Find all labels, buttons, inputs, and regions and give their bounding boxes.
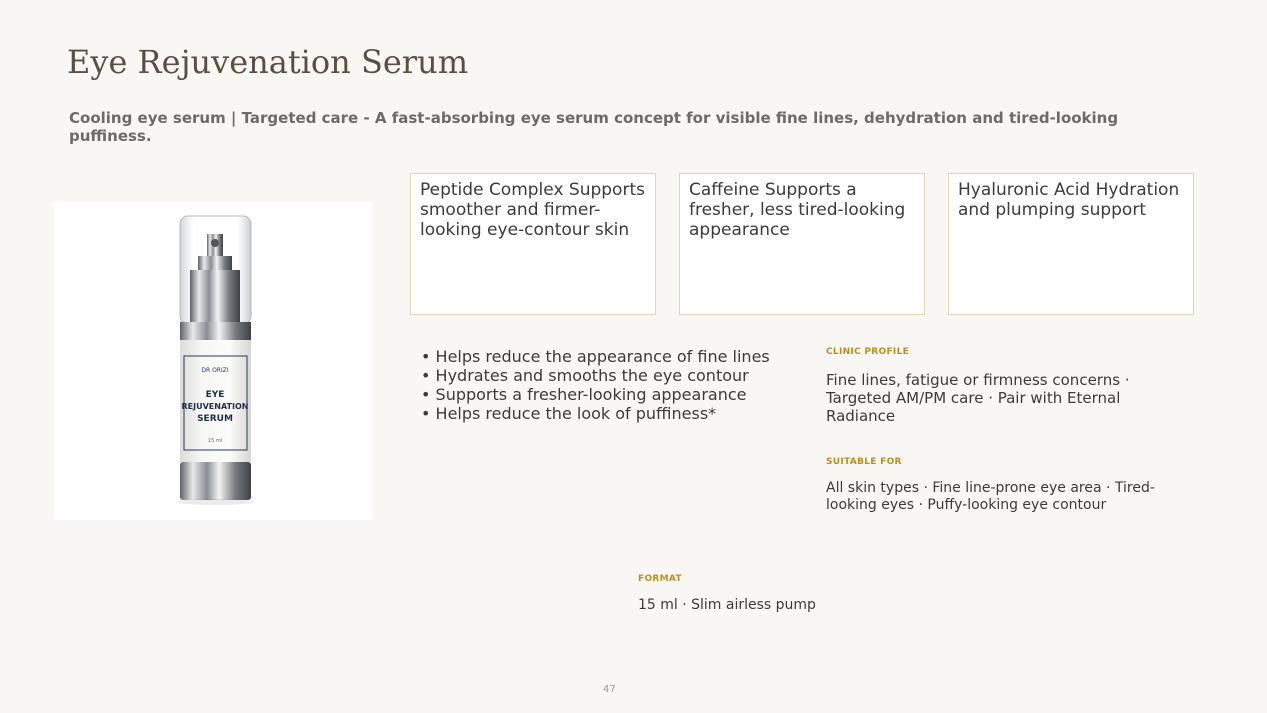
product-brand: DR ORIZI (201, 367, 229, 374)
benefit-item: • Helps reduce the appearance of fine lines (421, 347, 770, 366)
benefit-item: • Helps reduce the look of puffiness* (421, 404, 717, 423)
product-name-line2: REJUVENATION (181, 402, 249, 411)
benefits-list (421, 347, 770, 423)
suitable-for-text: All skin types · Fine line-prone eye area · Tired-looking eyes · Puffy-looking eye contour (826, 480, 1155, 513)
clinic-profile-text: Fine lines, fatigue or firmness concerns · Targeted AM/PM care · Pair with Eternal Radiance (826, 371, 1130, 425)
benefit-item: • Supports a fresher-looking appearance (421, 385, 747, 404)
page-subtitle: Cooling eye serum | Targeted care - A fast-absorbing eye serum concept for visible fine lines, dehydration and tired-looking puffiness. (69, 109, 1119, 145)
product-name-line1: EYE (205, 390, 225, 400)
format-label: FORMAT (638, 574, 682, 584)
ingredient-card-hyaluronic: Hyaluronic Acid Hydration and plumping support (948, 173, 1194, 315)
ingredient-card-caffeine: Caffeine Supports a fresher, less tired-looking appearance (679, 173, 925, 315)
product-volume: 15 ml (207, 438, 223, 444)
suitable-for-label: SUITABLE FOR (826, 457, 902, 467)
product-image (54, 202, 372, 520)
benefit-item: • Hydrates and smooths the eye contour (421, 366, 749, 385)
page-title: Eye Rejuvenation Serum (67, 43, 469, 81)
format-text: 15 ml · Slim airless pump (638, 597, 816, 613)
product-name-line3: SERUM (197, 414, 233, 424)
serum-bottle-illustration (54, 202, 372, 520)
clinic-profile-label: CLINIC PROFILE (826, 347, 910, 357)
page-number: 47 (603, 684, 616, 695)
ingredient-card-peptide: Peptide Complex Supports smoother and firmer-looking eye-contour skin (410, 173, 656, 315)
